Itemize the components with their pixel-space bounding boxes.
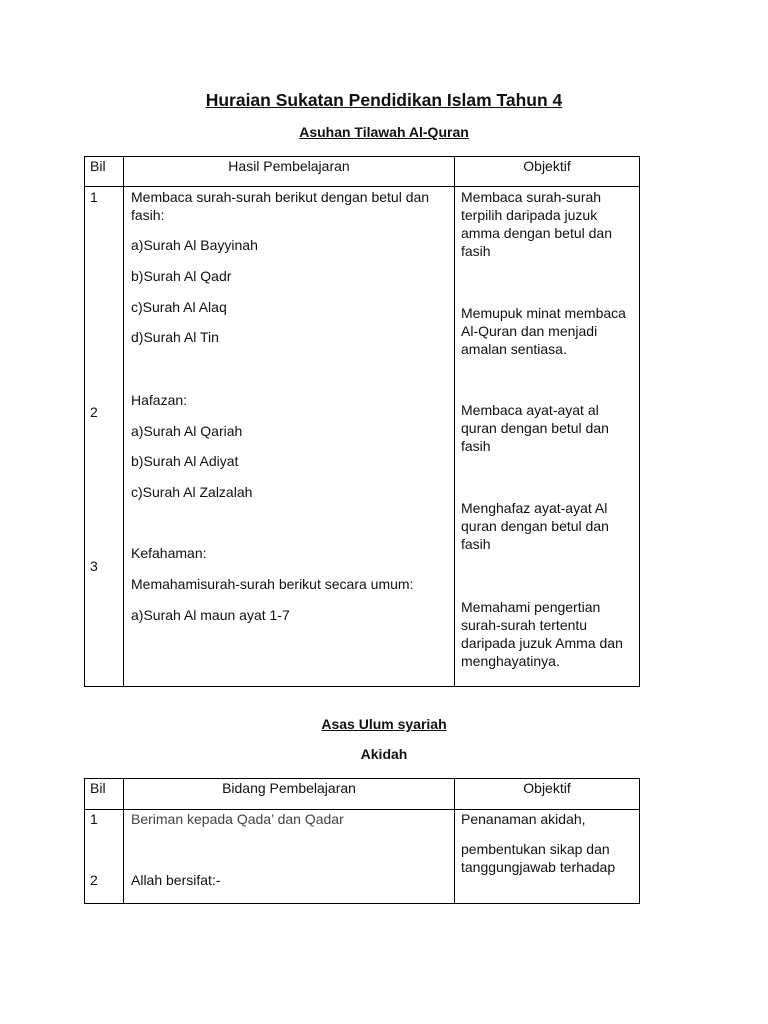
hasil-line: a)Surah Al maun ayat 1-7 <box>131 607 290 623</box>
section-heading-ulum-syariah: Asas Ulum syariah <box>321 716 447 732</box>
objektif-line: Al-Quran dan menjadi <box>461 323 598 339</box>
objektif-line: tanggungjawab terhadap <box>461 859 616 875</box>
table-column-divider <box>123 156 124 687</box>
objektif-line: quran dengan betul dan <box>461 518 609 534</box>
hasil-line: Memahamisurah-surah berikut secara umum: <box>131 576 414 592</box>
bil-number: 2 <box>90 404 98 420</box>
hasil-line: b)Surah Al Adiyat <box>131 453 239 469</box>
header-bil: Bil <box>90 780 106 796</box>
objektif-line: Menghafaz ayat-ayat Al <box>461 500 608 516</box>
objektif-line: fasih <box>461 536 491 552</box>
header-objektif: Objektif <box>523 780 571 796</box>
section-heading-tilawah: Asuhan Tilawah Al-Quran <box>299 124 469 140</box>
objektif-line: Memahami pengertian <box>461 599 601 615</box>
bil-number: 1 <box>90 811 98 827</box>
objektif-line: pembentukan sikap dan <box>461 841 610 857</box>
objektif-line: menghayatinya. <box>461 653 560 669</box>
header-objektif: Objektif <box>523 158 571 174</box>
objektif-line: Penanaman akidah, <box>461 811 586 827</box>
hasil-line: b)Surah Al Qadr <box>131 268 232 284</box>
table-border-right <box>639 778 640 904</box>
hasil-line: a)Surah Al Bayyinah <box>131 237 258 253</box>
objektif-line: fasih <box>461 438 491 454</box>
objektif-line: Membaca ayat-ayat al <box>461 402 599 418</box>
hasil-line: Kefahaman: <box>131 545 207 561</box>
bil-number: 1 <box>90 189 98 205</box>
page-title: Huraian Sukatan Pendidikan Islam Tahun 4 <box>205 90 563 110</box>
bil-number: 2 <box>90 872 98 888</box>
bil-number: 3 <box>90 558 98 574</box>
table-border-right <box>639 156 640 687</box>
objektif-line: amma dengan betul dan <box>461 225 612 241</box>
section-subheading-akidah: Akidah <box>360 746 408 762</box>
table-header-divider <box>84 186 640 187</box>
hasil-line: a)Surah Al Qariah <box>131 423 243 439</box>
hasil-line: c)Surah Al Zalzalah <box>131 484 253 500</box>
objektif-line: quran dengan betul dan <box>461 420 609 436</box>
objektif-line: terpilih daripada juzuk <box>461 207 598 223</box>
objektif-line: amalan sentiasa. <box>461 341 567 357</box>
table-border-bottom <box>84 686 640 687</box>
hasil-line: fasih: <box>131 207 165 223</box>
hasil-line: d)Surah Al Tin <box>131 329 219 345</box>
table-column-divider <box>454 156 455 687</box>
bidang-line: Allah bersifat:- <box>131 872 221 888</box>
header-hasil-pembelajaran: Hasil Pembelajaran <box>228 158 350 174</box>
header-bil: Bil <box>90 158 106 174</box>
objektif-line: Membaca surah-surah <box>461 189 602 205</box>
table-border-left <box>84 778 85 904</box>
objektif-line: daripada juzuk Amma dan <box>461 635 623 651</box>
header-bidang-pembelajaran: Bidang Pembelajaran <box>222 780 356 796</box>
objektif-line: Memupuk minat membaca <box>461 305 626 321</box>
hasil-line: Membaca surah-surah berikut dengan betul dan <box>131 189 430 205</box>
objektif-line: fasih <box>461 243 491 259</box>
objektif-line: surah-surah tertentu <box>461 617 588 633</box>
hasil-line: c)Surah Al Alaq <box>131 299 227 315</box>
hasil-line: Hafazan: <box>131 392 188 408</box>
table-border-bottom <box>84 903 640 904</box>
table-border-left <box>84 156 85 687</box>
bidang-line: Beriman kepada Qada’ dan Qadar <box>131 811 344 827</box>
